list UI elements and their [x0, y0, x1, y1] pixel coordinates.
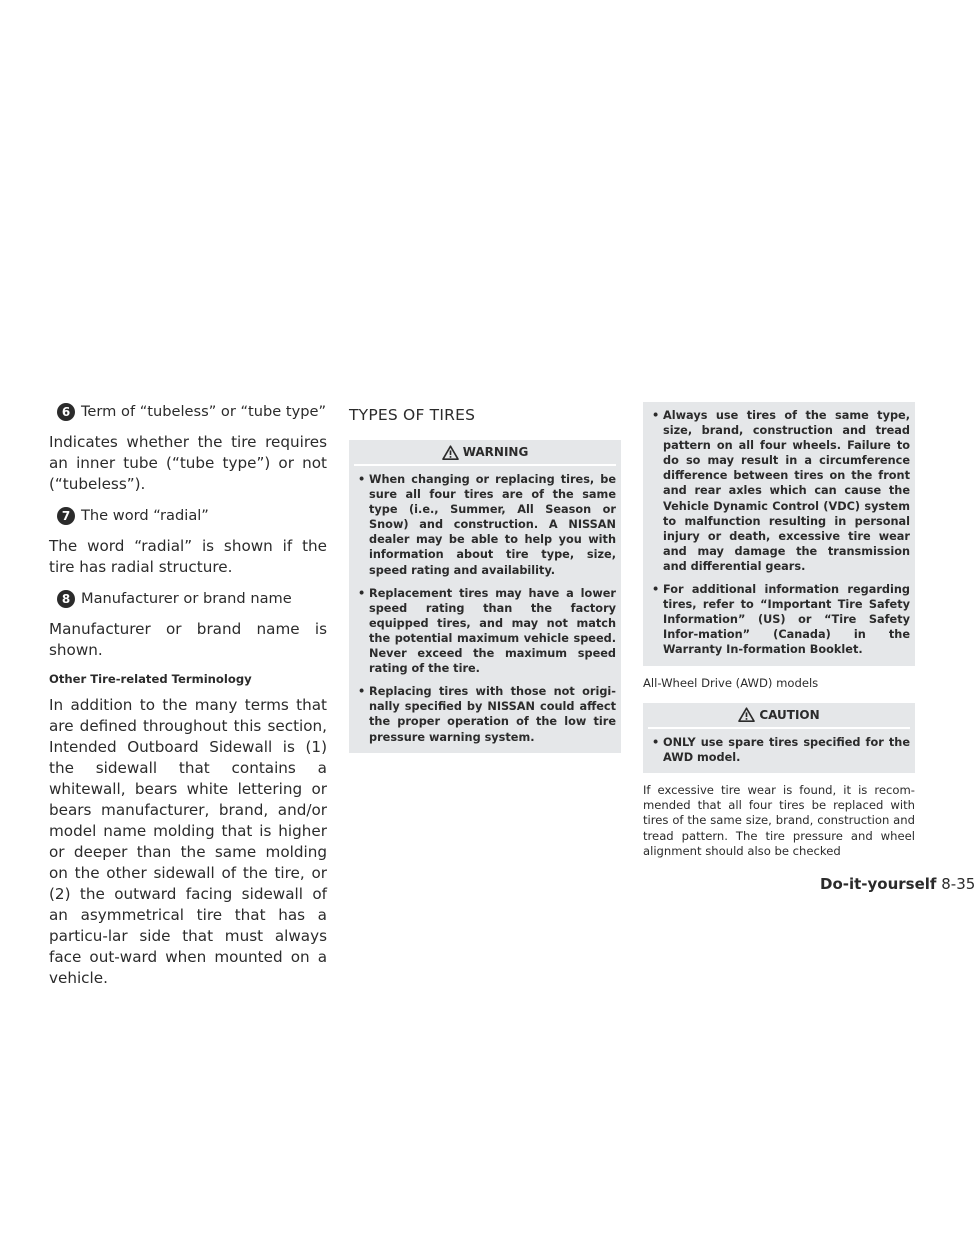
awd-models-label: All-Wheel Drive (AWD) models — [643, 675, 819, 690]
number-badge-8: 8 — [57, 590, 75, 608]
item-7-body: The word “radial” is shown if the tire has radial structure. — [49, 537, 327, 576]
caution-list — [648, 729, 910, 765]
warning-item: • Replacement tires may have a lower speed rating than the factory equipped tires, and may not match the potential maximum vehicle speed. Never exceed the maximum speed rating of the tire. — [358, 586, 616, 676]
right-column — [643, 402, 915, 859]
footer-section-name: Do-it-yourself — [820, 875, 937, 893]
middle-column — [349, 402, 621, 753]
warning-label: WARNING — [462, 445, 529, 459]
caution-header — [648, 703, 910, 729]
warning-box-continued — [643, 402, 915, 666]
left-column — [49, 402, 327, 1000]
warning-box — [349, 440, 621, 753]
warning-item: • Always use tires of the same type, size, brand, construction and tread pattern on all four wheels. Failure to do so may result in a circumference difference between tires on the front and rear axles which can cause the Vehicle Dynamic Control (VDC) system to malfunction resulting in personal injury or death, excessive tire wear and may damage the transmission and differential gears. — [652, 409, 910, 573]
warning-triangle-icon — [442, 445, 459, 460]
item-8-title: Manufacturer or brand name — [81, 590, 292, 607]
number-badge-6: 6 — [57, 403, 75, 421]
item-6-title: Term of “tubeless” or “tube type” — [81, 403, 327, 420]
item-8-heading — [49, 589, 327, 609]
warning-item: • Replacing tires with those not origi-nally specified by NISSAN could affect the proper operation of the low tire pressure warning system. — [358, 685, 616, 744]
caution-item: • ONLY use spare tires specified for the AWD model. — [652, 735, 910, 764]
item-7-heading — [49, 506, 327, 526]
caution-box — [643, 703, 915, 773]
item-7-title: The word “radial” — [81, 507, 209, 524]
item-6-body: Indicates whether the tire requires an inner tube (“tube type”) or not (“tubeless”). — [49, 433, 327, 493]
number-badge-7: 7 — [57, 507, 75, 525]
warning-list-continued — [648, 402, 910, 658]
caution-label: CAUTION — [759, 707, 820, 722]
item-6-heading — [49, 402, 327, 422]
other-terminology-heading: Other Tire-related Terminology — [49, 672, 252, 686]
warning-triangle-icon — [738, 707, 755, 722]
other-terminology-body: In addition to the many terms that are defined throughout this section, Intended Outboard Sidewall is (1) the sidewall that contains a whitewall, bears white lettering or bears manufacturer, brand, and/or model name molding that is higher or deeper than the same molding on the other sidewall of the tire, or (2) the outward facing sidewall of an asymmetrical tire that has a particu-lar side that must always face out-ward when mounted on a vehicle. — [49, 696, 327, 987]
page-number: 8-35 — [941, 875, 975, 893]
page-footer — [820, 875, 975, 893]
warning-list — [354, 466, 616, 745]
warning-item: • For additional information regarding tires, refer to “Important Tire Safety Information” (US) or “Tire Safety Infor-mation” (Canada) in the Warranty In-formation Booklet. — [652, 583, 910, 657]
tire-wear-paragraph: If excessive tire wear is found, it is recom-mended that all four tires be replaced with tires of the same size, brand, construction and tread pattern. The tire pressure and wheel alignment should also be checked — [643, 782, 915, 858]
warning-header — [354, 440, 616, 466]
warning-item: • When changing or replacing tires, be sure all four tires are of the same type (i.e., Summer, All Season or Snow) and construction. A NISSAN dealer may be able to help you with information about tire type, size, speed rating and availability. — [358, 473, 616, 577]
section-title: TYPES OF TIRES — [349, 406, 476, 424]
item-8-body: Manufacturer or brand name is shown. — [49, 620, 327, 659]
